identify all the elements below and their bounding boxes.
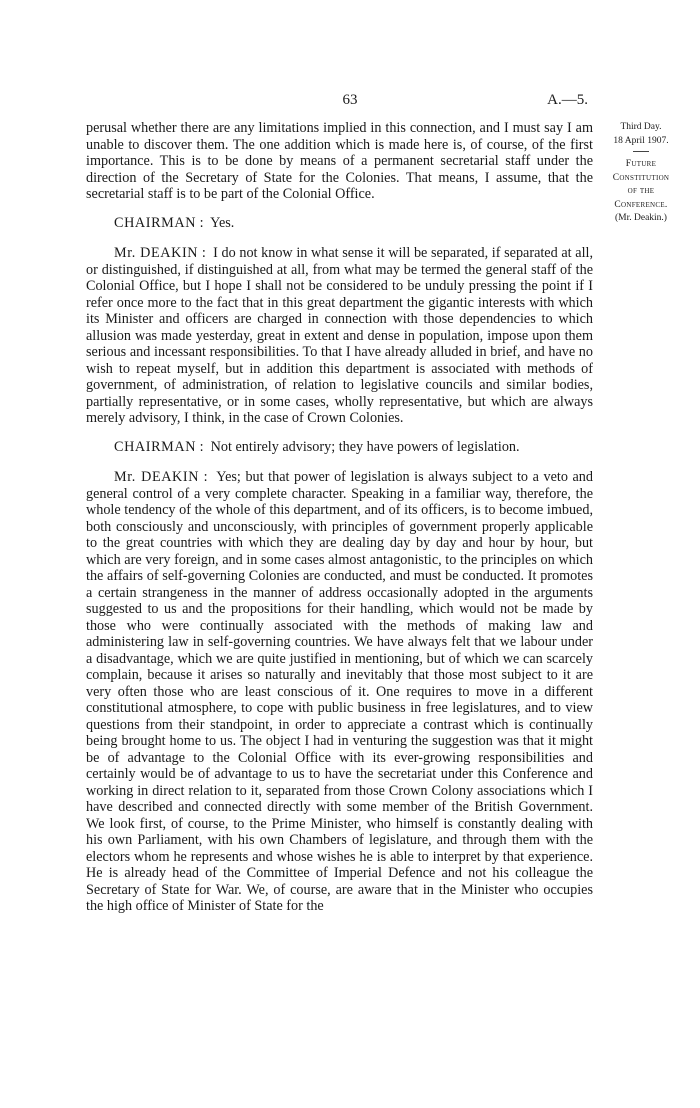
speaker-name: Mr. DEAKIN: [114, 469, 200, 485]
margin-note-topic-1: Future: [625, 159, 657, 169]
margin-note-speaker: (Mr. Deakin.): [615, 213, 667, 223]
speaker-colon: :: [196, 214, 211, 231]
margin-note-topic-4: Conference.: [614, 199, 668, 210]
paragraph-text: Not entirely advisory; they have powers of legislation.: [210, 438, 520, 455]
paragraph-text: I do not know in what sense it will be separated, if separated at all, or distinguished, if distinguished at all, from what may be termed the general staff of the Colonial Office, but I hope I shall not be considered to be unduly pressing the point if I refer once more to the fact that in this great department the gigantic interests with which its Minister and officers are charged in connection with those dependencies to which allusion was made yesterday, great in extent and dense in population, impose upon them serious and incessant responsibilities. To that I have already alluded in brief, and have no wish to repeat myself, but in addition this department is associated with methods of government, of administration, of relation to legislative councils and similar bodies, partially representative, or in some cases, wholly representative, but which are always merely advisory, I think, in the case of Crown Colonies.: [86, 245, 593, 426]
margin-note: [601, 121, 681, 226]
paragraph-text: perusal whether there are any limitations implied in this connection, and I must say I am unable to discover them. The one addition which is made here is, of course, of the first importance. This is to be done by means of a permanent secretarial staff under the direction of the Secretary of State for the Colonies. That means, I assume, that the secretarial staff is to be part of the Colonial Office.: [86, 120, 593, 202]
document-reference: A.—5.: [547, 92, 588, 108]
page-number: 63: [342, 92, 358, 108]
paragraph-text: Yes; but that power of legislation is always subject to a veto and general control of a very complete character. Speaking in a familiar way, therefore, the whole tendency of the whole of this department, and of its officers, is to become imbued, both consciously and unconsciously, with principles of government properly applicable to the great countries with which they are dealing day by day and hour by hour, but which are very foreign, and in some cases almost antagonistic, to the principles on which the affairs of self-governing Colonies are conducted, and must be conducted. It promotes a certain strangeness in the manner of address occasionally adopted in the arguments suggested to us and the propositions for their handling, which would not be made by those who were continually associated with the methods of making law and administering law in self-governing countries. We have always felt that we labour under a disadvantage, which we are quite justified in mentioning, but of which we can scarcely complain, because it arises so naturally and inevitably that those most subject to it are very often those who are least conscious of it. One requires to move in a different constitutional atmosphere, to cope with public business in free legislatures, and to view questions from their standpoint, in order to appreciate a contrast which is continually being brought home to us. The object I had in venturing the suggestion was that it might be of advantage to the Colonial Office with its ever-growing responsibilities and certainly would be of advantage to us to have the secretariat under this Conference and working in direct relation to it, separated from those Crown Colony associations which I have described and connected directly with some member of the British Government. We look first, of course, to the Prime Minister, who himself is constantly dealing with his own Parliament, with his own Chambers of legislature, and through them with the electors whom he represents and whose wishes he is able to interpret by that experience. He is already head of the Committee of Imperial Defence and not his colleague the Secretary of State for War. We, of course, are aware that in the Minister who occupies the high office of Minister of State for the: [86, 469, 593, 914]
margin-note-topic-2: Constitution: [612, 172, 670, 183]
paragraph-deakin-2: [86, 469, 593, 915]
paragraph-deakin-1: [86, 245, 593, 427]
speaker-name: Mr. DEAKIN: [114, 245, 199, 261]
speaker-colon: :: [198, 245, 214, 261]
speaker-colon: :: [196, 438, 211, 455]
speaker-name: CHAIRMAN: [114, 438, 197, 455]
paragraph-chairman-1: [86, 215, 593, 232]
speaker-colon: :: [199, 469, 217, 485]
speaker-name: CHAIRMAN: [114, 214, 197, 231]
margin-note-date: 18 April 1907.: [613, 135, 669, 146]
margin-note-day: Third Day.: [620, 122, 662, 132]
paragraph-text: Yes.: [210, 214, 235, 231]
main-text: [86, 120, 593, 925]
paragraph-chairman-2: [86, 439, 593, 456]
margin-note-divider: [633, 151, 649, 152]
margin-note-topic-3: of the: [627, 186, 655, 196]
paragraph-continuation: [86, 120, 593, 203]
